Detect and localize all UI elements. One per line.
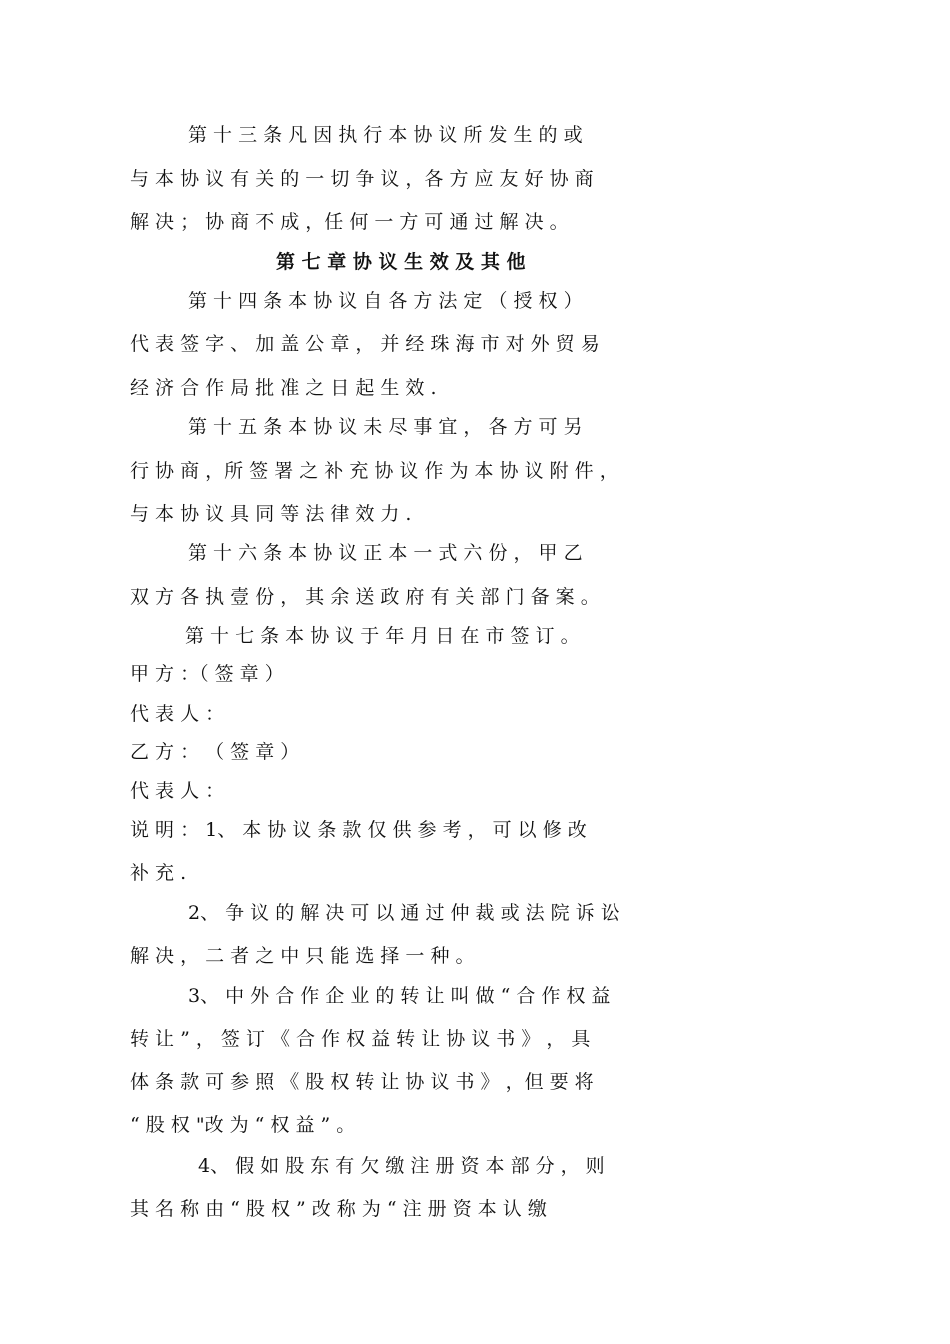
- note-2-line-2: 解 决 ， 二 者 之 中 只 能 选 择 一 种 。: [130, 945, 475, 967]
- note-1-line-2: 补 充 .: [130, 862, 187, 884]
- article-14-line-1: 第 十 四 条 本 协 议 自 各 方 法 定 （ 授 权 ）: [188, 290, 583, 312]
- party-b-representative-line: 代 表 人 ：: [130, 780, 225, 802]
- party-a-seal-line: 甲 方 ：（ 签 章 ）: [130, 663, 284, 685]
- article-16-line-1: 第 十 六 条 本 协 议 正 本 一 式 六 份 ， 甲 乙: [188, 542, 583, 564]
- article-15-line-2: 行 协 商 ，所 签 署 之 补 充 协 议 作 为 本 协 议 附 件 ，: [130, 460, 619, 482]
- article-16-line-2: 双 方 各 执 壹 份 ， 其 余 送 政 府 有 关 部 门 备 案 。: [130, 586, 600, 608]
- chapter-7-heading: 第 七 章 协 议 生 效 及 其 他: [276, 251, 526, 273]
- article-15-line-3: 与 本 协 议 具 同 等 法 律 效 力 .: [130, 503, 412, 525]
- note-1-line-1: 说 明 ： 1、 本 协 议 条 款 仅 供 参 考 ， 可 以 修 改: [130, 819, 587, 841]
- note-3-line-3: 体 条 款 可 参 照 《 股 权 转 让 协 议 书 》 ，但 要 将: [130, 1071, 594, 1093]
- article-17-line-1: 第 十 七 条 本 协 议 于 年 月 日 在 市 签 订 。: [185, 625, 580, 647]
- party-b-seal-line: 乙 方 ： （ 签 章 ）: [130, 741, 300, 763]
- note-2-line-1: 2、 争 议 的 解 决 可 以 通 过 仲 裁 或 法 院 诉 讼: [188, 902, 620, 924]
- article-13-line-1: 第 十 三 条 凡 因 执 行 本 协 议 所 发 生 的 或: [188, 124, 583, 146]
- party-a-representative-line: 代 表 人 ：: [130, 703, 225, 725]
- article-14-line-3: 经 济 合 作 局 批 准 之 日 起 生 效 .: [130, 377, 437, 399]
- article-13-line-2: 与 本 协 议 有 关 的 一 切 争 议 ，各 方 应 友 好 协 商: [130, 168, 594, 190]
- article-15-line-1: 第 十 五 条 本 协 议 未 尽 事 宜 ， 各 方 可 另: [188, 416, 583, 438]
- article-13-line-3: 解 决 ； 协 商 不 成 ，任 何 一 方 可 通 过 解 决 。: [130, 211, 569, 233]
- note-3-line-4: “ 股 权 "改 为 “ 权 益 ” 。: [130, 1114, 356, 1136]
- note-3-line-2: 转 让 ” ， 签 订 《 合 作 权 益 转 让 协 议 书 》 ， 具: [130, 1028, 591, 1050]
- note-3-line-1: 3、 中 外 合 作 企 业 的 转 让 叫 做 “ 合 作 权 益: [188, 985, 611, 1007]
- note-4-line-1: 4、 假 如 股 东 有 欠 缴 注 册 资 本 部 分 ， 则: [198, 1155, 605, 1177]
- article-14-line-2: 代 表 签 字 、 加 盖 公 章 ， 并 经 珠 海 市 对 外 贸 易: [130, 333, 600, 355]
- note-4-line-2: 其 名 称 由 “ 股 权 ” 改 称 为 “ 注 册 资 本 认 缴: [130, 1198, 547, 1220]
